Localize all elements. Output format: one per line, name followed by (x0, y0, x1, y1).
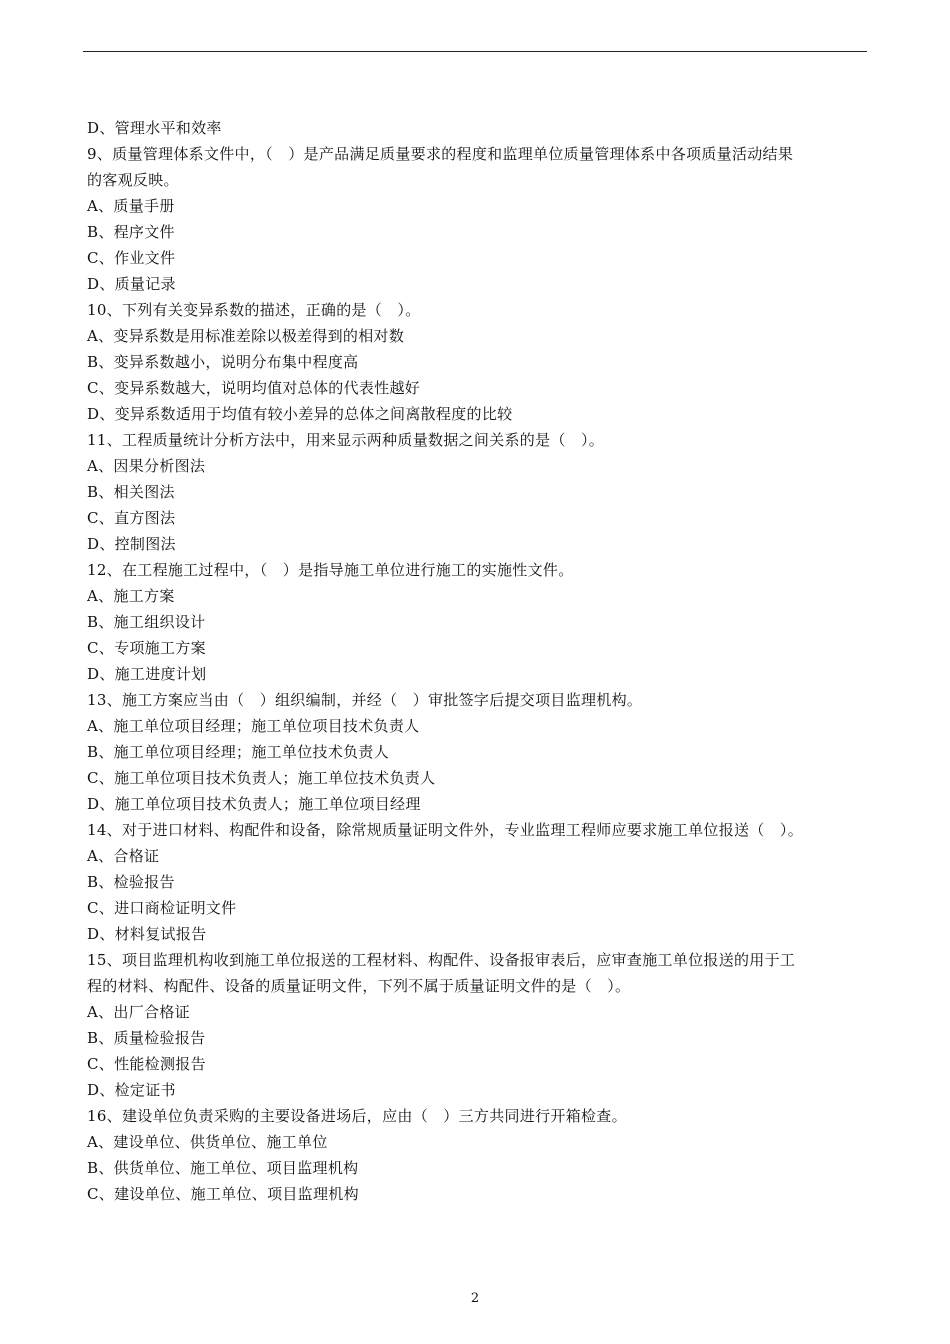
text-line: D、材料复试报告 (87, 925, 207, 943)
text-line: 10、下列有关变异系数的描述，正确的是（ ）。 (87, 301, 421, 319)
text-line: 的客观反映。 (87, 171, 179, 189)
text-line: 程的材料、构配件、设备的质量证明文件，下列不属于质量证明文件的是（ ）。 (87, 977, 631, 995)
text-line: C、进口商检证明文件 (87, 899, 237, 917)
text-line: C、变异系数越大，说明均值对总体的代表性越好 (87, 379, 421, 397)
page-number: 2 (470, 1291, 480, 1306)
text-line: A、变异系数是用标准差除以极差得到的相对数 (87, 327, 405, 345)
text-line: B、质量检验报告 (87, 1029, 206, 1047)
text-line: A、质量手册 (87, 197, 175, 215)
text-line: D、施工单位项目技术负责人；施工单位项目经理 (87, 795, 421, 813)
text-line: 15、项目监理机构收到施工单位报送的工程材料、构配件、设备报审表后，应审查施工单位报送的用于工 (87, 951, 796, 969)
text-line: D、控制图法 (87, 535, 176, 553)
text-line: C、性能检测报告 (87, 1055, 206, 1073)
header-rule (83, 51, 867, 52)
text-line: A、出厂合格证 (87, 1003, 190, 1021)
text-line: A、施工方案 (87, 587, 175, 605)
text-line: C、作业文件 (87, 249, 176, 267)
text-line: A、施工单位项目经理；施工单位项目技术负责人 (87, 717, 420, 735)
text-line: 12、在工程施工过程中，（ ）是指导施工单位进行施工的实施性文件。 (87, 561, 574, 579)
text-line: D、施工进度计划 (87, 665, 207, 683)
text-line: 14、对于进口材料、构配件和设备，除常规质量证明文件外，专业监理工程师应要求施工单位报送（ ）。 (87, 821, 803, 839)
text-line: B、程序文件 (87, 223, 175, 241)
text-line: A、合格证 (87, 847, 160, 865)
text-line: D、质量记录 (87, 275, 176, 293)
text-line: C、专项施工方案 (87, 639, 206, 657)
text-line: D、管理水平和效率 (87, 119, 222, 137)
text-line: B、施工单位项目经理；施工单位技术负责人 (87, 743, 390, 761)
text-line: 16、建设单位负责采购的主要设备进场后，应由（ ）三方共同进行开箱检查。 (87, 1107, 627, 1125)
text-line: A、建设单位、供货单位、施工单位 (87, 1133, 328, 1151)
text-line: B、相关图法 (87, 483, 175, 501)
text-line: B、供货单位、施工单位、项目监理机构 (87, 1159, 359, 1177)
text-line: D、检定证书 (87, 1081, 176, 1099)
text-line: B、检验报告 (87, 873, 175, 891)
text-line: D、变异系数适用于均值有较小差异的总体之间离散程度的比较 (87, 405, 513, 423)
text-line: B、变异系数越小，说明分布集中程度高 (87, 353, 359, 371)
text-line: 11、工程质量统计分析方法中，用来显示两种质量数据之间关系的是（ ）。 (87, 431, 605, 449)
text-line: 13、施工方案应当由（ ）组织编制，并经（ ）审批签字后提交项目监理机构。 (87, 691, 643, 709)
text-line: C、直方图法 (87, 509, 176, 527)
text-line: C、建设单位、施工单位、项目监理机构 (87, 1185, 359, 1203)
document-body (87, 115, 872, 1207)
text-line: 9、质量管理体系文件中，（ ）是产品满足质量要求的程度和监理单位质量管理体系中各项质量活动结果 (87, 145, 794, 163)
text-line: C、施工单位项目技术负责人；施工单位技术负责人 (87, 769, 436, 787)
text-line: A、因果分析图法 (87, 457, 206, 475)
text-line: B、施工组织设计 (87, 613, 206, 631)
